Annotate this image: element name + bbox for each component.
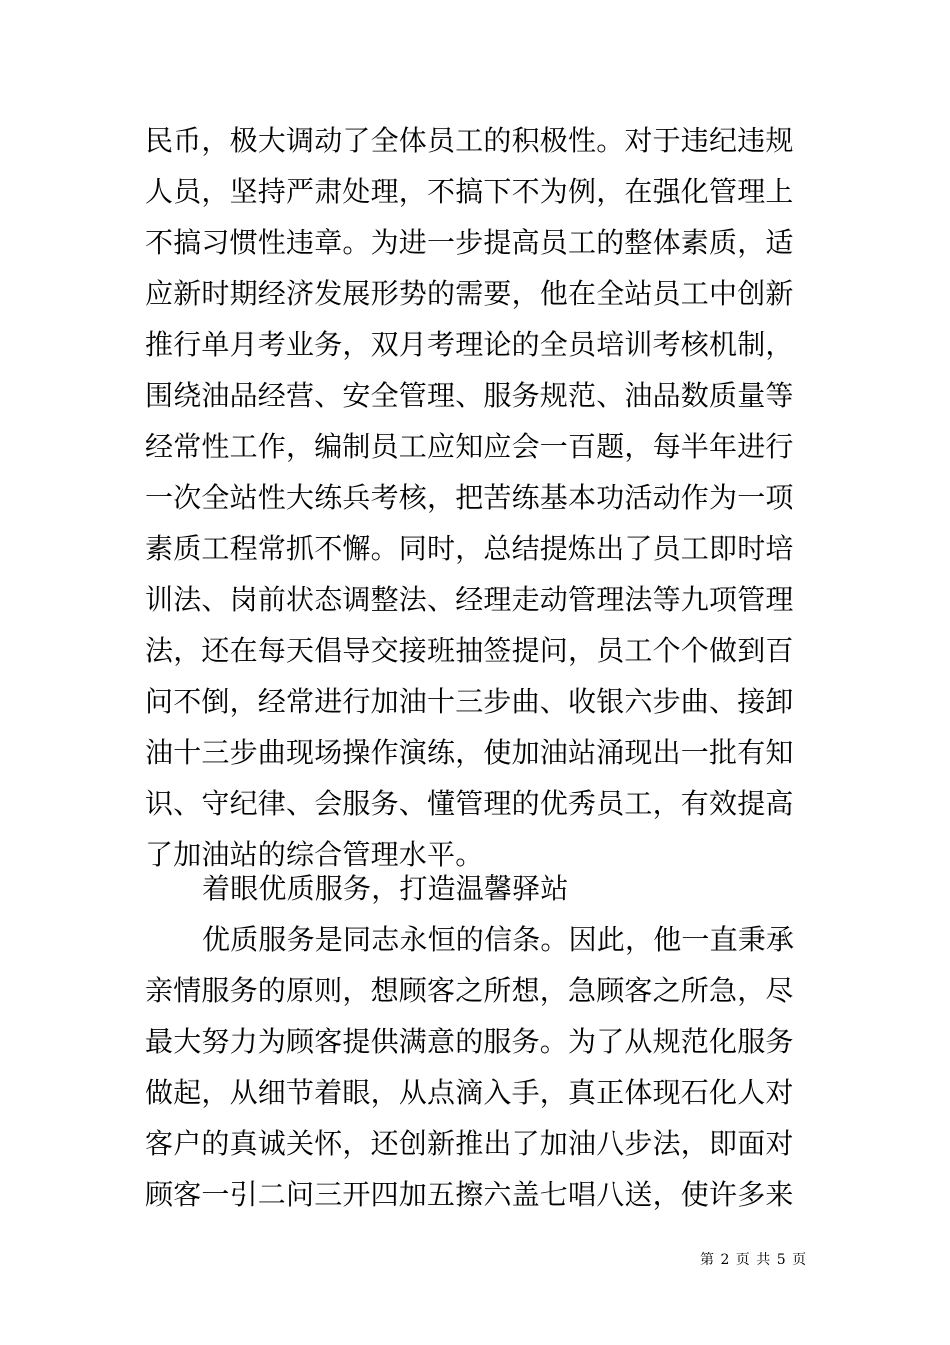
page-footer: [0, 1249, 950, 1271]
text-line: 应新时期经济发展形势的需要，他在全站员工中创新: [145, 277, 794, 310]
text-line: 民币，极大调动了全体员工的积极性。对于违纪违规: [145, 124, 794, 157]
text-line: 经常性工作，编制员工应知应会一百题，每半年进行: [145, 430, 794, 463]
page-number: 第 2 页 共 5 页: [700, 1252, 807, 1268]
text-line: 不搞习惯性违章。为进一步提高员工的整体素质，适: [145, 226, 794, 259]
text-line: 油十三步曲现场操作演练，使加油站涌现出一批有知: [145, 736, 794, 769]
text-line: 做起，从细节着眼，从点滴入手，真正体现石化人对: [145, 1076, 794, 1109]
text-line: 法，还在每天倡导交接班抽签提问，员工个个做到百: [145, 634, 794, 667]
text-line: 问不倒，经常进行加油十三步曲、收银六步曲、接卸: [145, 685, 794, 718]
text-line: 围绕油品经营、安全管理、服务规范、油品数质量等: [145, 379, 794, 412]
text-line: 推行单月考业务，双月考理论的全员培训考核机制，: [145, 328, 794, 361]
section-heading: 着眼优质服务，打造温馨驿站: [202, 872, 569, 905]
text-line: 最大努力为顾客提供满意的服务。为了从规范化服务: [145, 1025, 794, 1058]
text-line: 识、守纪律、会服务、懂管理的优秀员工，有效提高: [145, 787, 794, 820]
text-line: 一次全站性大练兵考核，把苦练基本功活动作为一项: [145, 481, 794, 514]
text-line: 人员，坚持严肃处理，不搞下不为例，在强化管理上: [145, 175, 794, 208]
text-line: 亲情服务的原则，想顾客之所想，急顾客之所急，尽: [145, 974, 794, 1007]
text-line: 素质工程常抓不懈。同时，总结提炼出了员工即时培: [145, 532, 794, 565]
text-line: 客户的真诚关怀，还创新推出了加油八步法，即面对: [145, 1127, 794, 1160]
text-line: 训法、岗前状态调整法、经理走动管理法等九项管理: [145, 583, 794, 616]
text-line: 了加油站的综合管理水平。: [145, 838, 484, 871]
text-line: 顾客一引二问三开四加五擦六盖七唱八送，使许多来: [145, 1178, 794, 1211]
paragraph-first-line: 优质服务是同志永恒的信条。因此，他一直秉承: [202, 923, 795, 956]
